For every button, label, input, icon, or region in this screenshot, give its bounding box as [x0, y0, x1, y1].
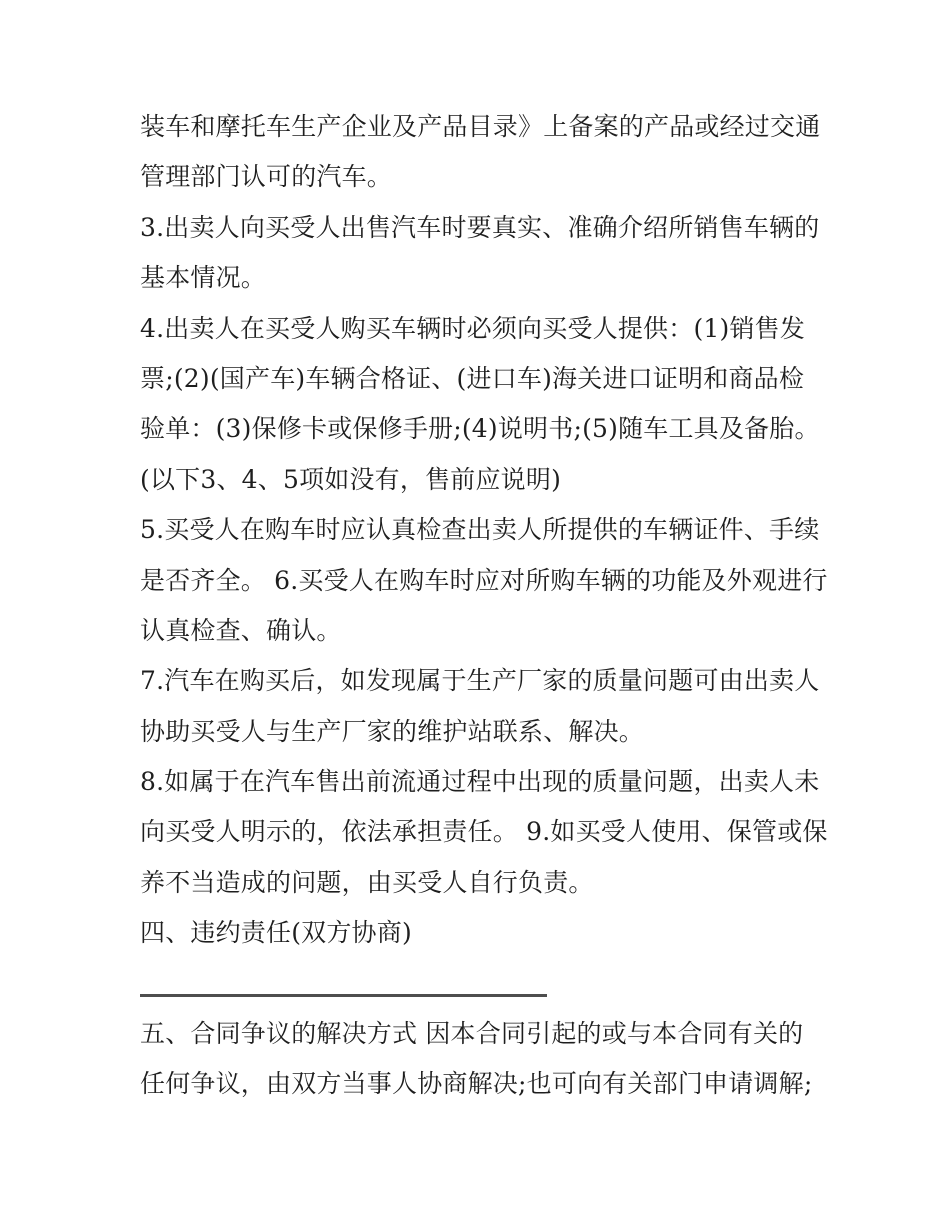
- text-line: 管理部门认可的汽车。: [140, 162, 393, 192]
- text-line: 五、合同争议的解决方式 因本合同引起的或与本合同有关的: [140, 1019, 804, 1049]
- text-line: 8.如属于在汽车售出前流通过程中出现的质量问题，出卖人未: [140, 767, 820, 797]
- text-line: (以下3、4、5项如没有，售前应说明): [140, 464, 562, 494]
- text-line: 向买受人明示的，依法承担责任。 9.如买受人使用、保管或保: [140, 817, 828, 847]
- text-line: 任何争议，由双方当事人协商解决;也可向有关部门申请调解;: [140, 1069, 813, 1099]
- text-line: 验单：(3)保修卡或保修手册;(4)说明书;(5)随车工具及备胎。: [140, 414, 820, 444]
- underscore-rule: [140, 994, 547, 997]
- text-line: 5.买受人在购车时应认真检查出卖人所提供的车辆证件、手续: [140, 515, 820, 545]
- text-line: 3.出卖人向买受人出售汽车时要真实、准确介绍所销售车辆的: [140, 212, 820, 242]
- text-line: 养不当造成的问题，由买受人自行负责。: [140, 867, 594, 897]
- text-line: 7.汽车在购买后，如发现属于生产厂家的质量问题可由出卖人: [140, 666, 820, 696]
- text-line: 基本情况。: [140, 263, 267, 293]
- text-line: 装车和摩托车生产企业及产品目录》上备案的产品或经过交通: [140, 112, 821, 141]
- text-line: 协助买受人与生产厂家的维护站联系、解决。: [140, 716, 645, 746]
- document-text-block: [140, 102, 840, 1110]
- text-line: 四、违约责任(双方协商): [140, 918, 412, 948]
- text-line: 票;(2)(国产车)车辆合格证、(进口车)海关进口证明和商品检: [140, 363, 805, 393]
- text-line: 是否齐全。 6.买受人在购车时应对所购车辆的功能及外观进行: [140, 565, 828, 595]
- text-line: 4.出卖人在买受人购买车辆时必须向买受人提供：(1)销售发: [140, 313, 806, 343]
- blank-fill-line: [140, 959, 840, 1009]
- text-line: 认真检查、确认。: [140, 615, 342, 645]
